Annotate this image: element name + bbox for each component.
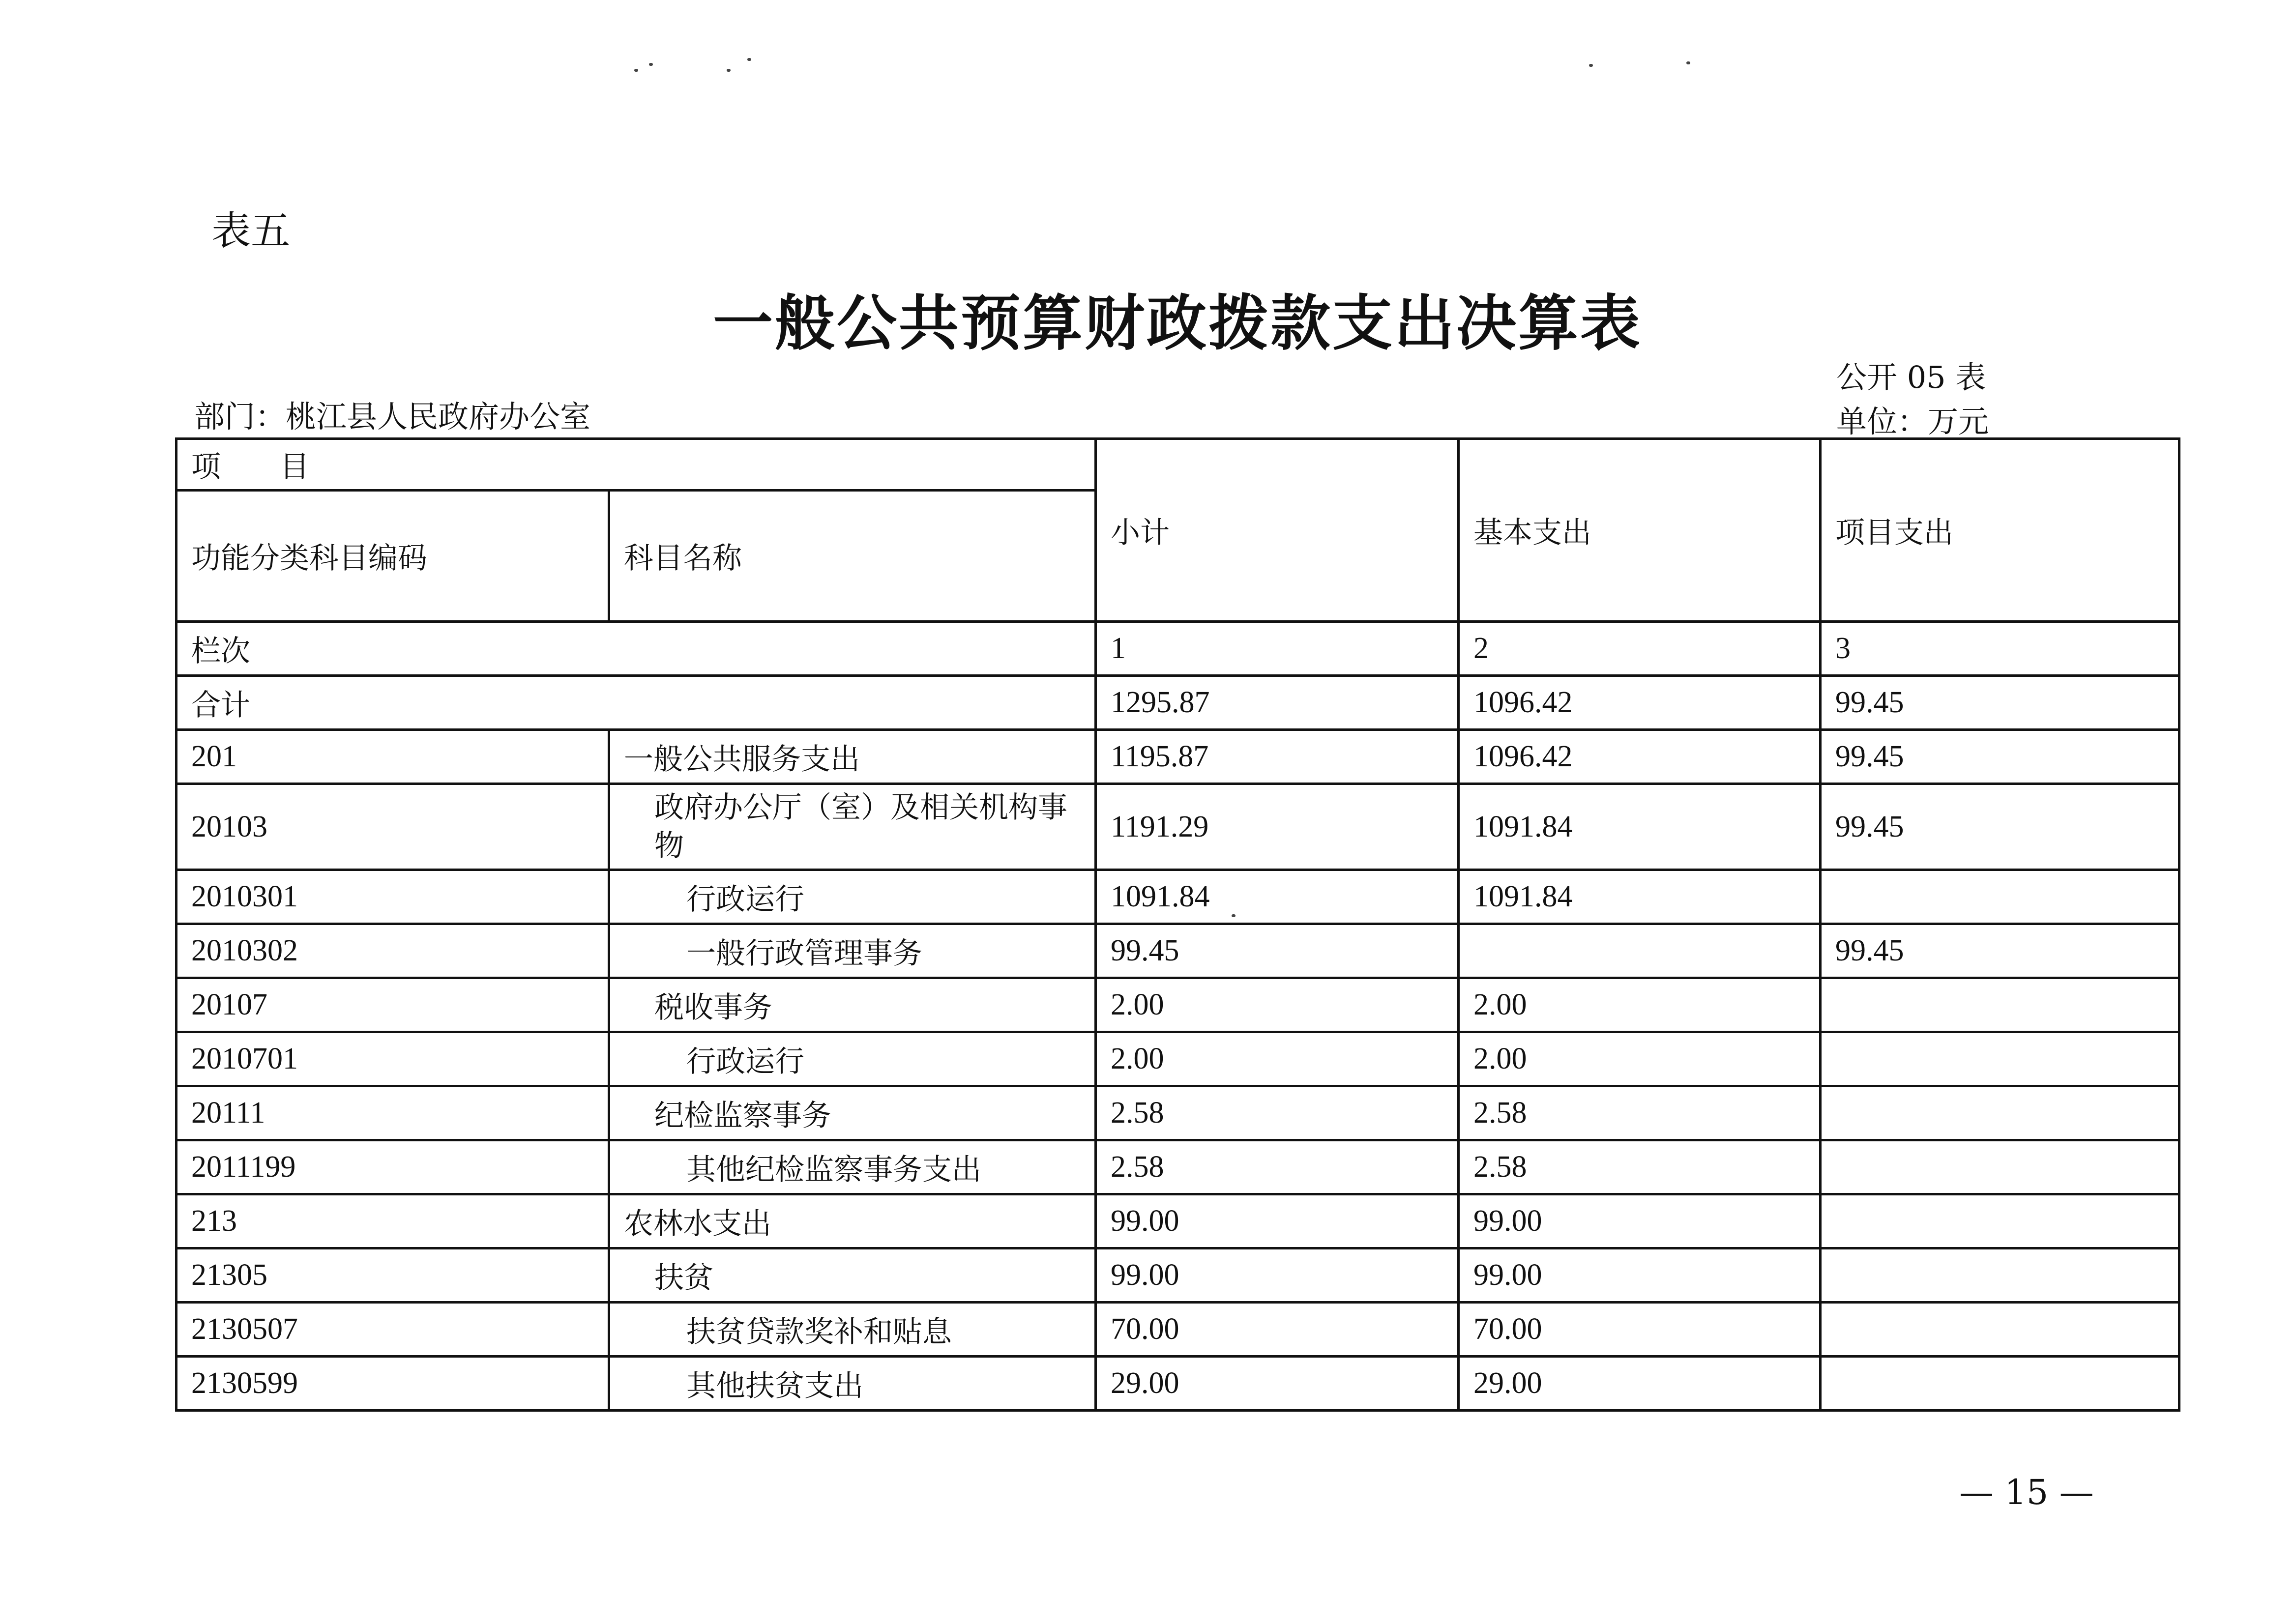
header-item-cell: 项 目 [177, 439, 1096, 491]
basic-cell: 1091.84 [1459, 870, 1821, 924]
basic-cell: 99.00 [1459, 1194, 1821, 1248]
basic-cell: 70.00 [1459, 1303, 1821, 1357]
name-cell: 农林水支出 [609, 1194, 1096, 1248]
subtotal-cell: 70.00 [1096, 1303, 1459, 1357]
basic-cell: 1096.42 [1459, 730, 1821, 784]
code-cell: 20107 [177, 978, 609, 1032]
project-cell [1821, 1248, 2179, 1303]
header-project-expense: 项目支出 [1821, 439, 2179, 622]
name-cell: 一般行政管理事务 [609, 924, 1096, 978]
subtotal-cell: 2.00 [1096, 1032, 1459, 1086]
project-cell: 99.45 [1821, 784, 2179, 870]
table-row [177, 1194, 2179, 1248]
header-basic-expense: 基本支出 [1459, 439, 1821, 622]
name-cell: 其他纪检监察事务支出 [609, 1140, 1096, 1194]
total-basic: 1096.42 [1459, 676, 1821, 730]
subtotal-cell: 29.00 [1096, 1357, 1459, 1411]
name-cell: 扶贫 [609, 1248, 1096, 1303]
header-code: 功能分类科目编码 [177, 491, 609, 622]
project-cell [1821, 1140, 2179, 1194]
name-cell: 行政运行 [609, 870, 1096, 924]
code-cell: 2010701 [177, 1032, 609, 1086]
name-cell: 税收事务 [609, 978, 1096, 1032]
basic-cell: 2.58 [1459, 1140, 1821, 1194]
form-number: 公开 05 表 [1836, 359, 1986, 395]
header-name: 科目名称 [609, 491, 1096, 622]
column-index-cell: 1 [1096, 622, 1459, 676]
unit-label: 单位：万元 [1836, 404, 1989, 439]
basic-cell [1459, 924, 1821, 978]
table-row [177, 1303, 2179, 1357]
scan-speck [727, 69, 731, 72]
code-cell: 2010302 [177, 924, 609, 978]
department-label: 部门：桃江县人民政府办公室 [194, 399, 591, 435]
subtotal-cell: 99.00 [1096, 1194, 1459, 1248]
table-row [177, 1140, 2179, 1194]
name-cell: 政府办公厅（室）及相关机构事物 [609, 784, 1096, 870]
name-cell: 行政运行 [609, 1032, 1096, 1086]
code-cell: 201 [177, 730, 609, 784]
table-row [177, 1032, 2179, 1086]
page-number: — 15 — [1959, 1472, 2094, 1512]
table-header-row [177, 439, 2179, 491]
subtotal-cell: 2.00 [1096, 978, 1459, 1032]
subtotal-cell: 1191.29 [1096, 784, 1459, 870]
name-cell: 扶贫贷款奖补和贴息 [609, 1303, 1096, 1357]
project-cell [1821, 1086, 2179, 1140]
project-cell [1821, 1194, 2179, 1248]
project-cell [1821, 1303, 2179, 1357]
name-cell: 其他扶贫支出 [609, 1357, 1096, 1411]
table-label: 表五 [211, 208, 290, 254]
column-index-label: 栏次 [177, 622, 1096, 676]
project-cell [1821, 870, 2179, 924]
table-row [177, 924, 2179, 978]
basic-cell: 2.58 [1459, 1086, 1821, 1140]
name-cell: 纪检监察事务 [609, 1086, 1096, 1140]
basic-cell: 29.00 [1459, 1357, 1821, 1411]
table-row [177, 1248, 2179, 1303]
header-subtotal: 小计 [1096, 439, 1459, 622]
total-row [177, 676, 2179, 730]
project-cell: 99.45 [1821, 924, 2179, 978]
subtotal-cell: 99.45 [1096, 924, 1459, 978]
code-cell: 20103 [177, 784, 609, 870]
total-label: 合计 [177, 676, 1096, 730]
code-cell: 2010301 [177, 870, 609, 924]
project-cell [1821, 978, 2179, 1032]
basic-cell: 2.00 [1459, 978, 1821, 1032]
code-cell: 20111 [177, 1086, 609, 1140]
table-row [177, 1086, 2179, 1140]
scan-speck [747, 58, 751, 61]
table-row [177, 870, 2179, 924]
table-row [177, 784, 2179, 870]
code-cell: 2130507 [177, 1303, 609, 1357]
scan-speck [634, 69, 638, 72]
subtotal-cell: 1195.87 [1096, 730, 1459, 784]
subtotal-cell: 2.58 [1096, 1140, 1459, 1194]
column-index-cell: 2 [1459, 622, 1821, 676]
basic-cell: 2.00 [1459, 1032, 1821, 1086]
subtotal-cell: 1091.84 [1096, 870, 1459, 924]
scan-speck [1686, 61, 1690, 64]
table-row [177, 978, 2179, 1032]
scan-speck [649, 63, 653, 66]
code-cell: 21305 [177, 1248, 609, 1303]
total-project: 99.45 [1821, 676, 2179, 730]
column-index-row [177, 622, 2179, 676]
basic-cell: 1091.84 [1459, 784, 1821, 870]
subtotal-cell: 99.00 [1096, 1248, 1459, 1303]
project-cell: 99.45 [1821, 730, 2179, 784]
code-cell: 213 [177, 1194, 609, 1248]
code-cell: 2011199 [177, 1140, 609, 1194]
table-row [177, 1357, 2179, 1411]
code-cell: 2130599 [177, 1357, 609, 1411]
page-title: 一般公共预算财政拨款支出决算表 [713, 288, 1642, 358]
project-cell [1821, 1357, 2179, 1411]
table-row [177, 730, 2179, 784]
total-subtotal: 1295.87 [1096, 676, 1459, 730]
budget-table [175, 437, 2180, 1412]
project-cell [1821, 1032, 2179, 1086]
subtotal-cell: 2.58 [1096, 1086, 1459, 1140]
name-cell: 一般公共服务支出 [609, 730, 1096, 784]
basic-cell: 99.00 [1459, 1248, 1821, 1303]
column-index-cell: 3 [1821, 622, 2179, 676]
scan-speck [1589, 64, 1593, 67]
